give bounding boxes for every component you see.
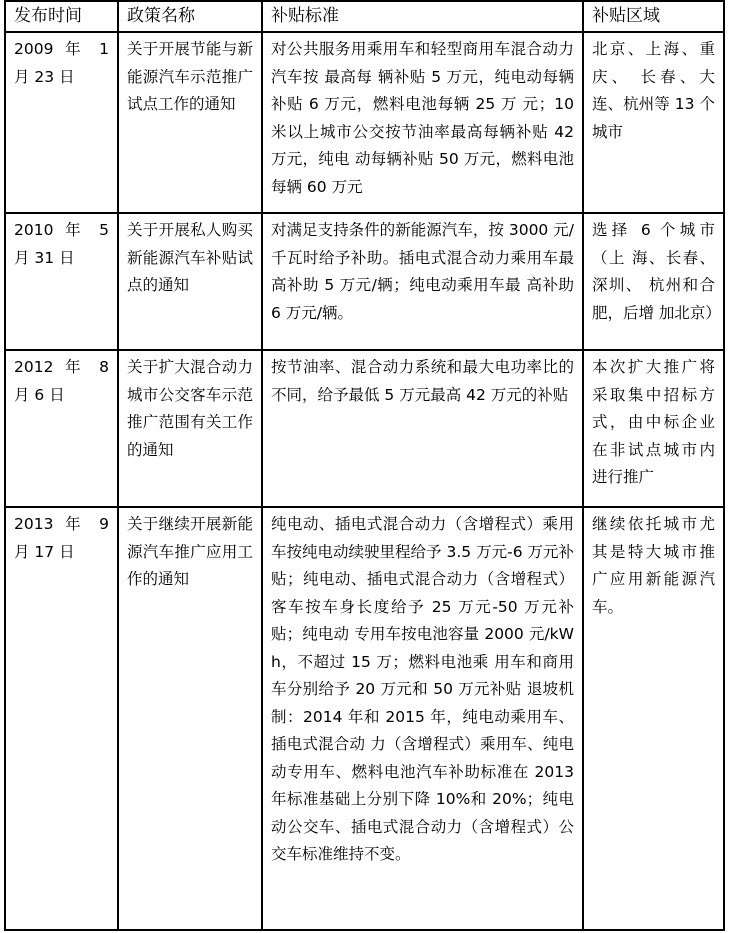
header-date: 发布时间 — [4, 0, 117, 31]
table-row — [4, 506, 725, 931]
cell-policy: 关于扩大混合动力 城市公交客车示范推广范围有关工作的通知 — [117, 349, 261, 506]
cell-policy: 关于开展私人购买新能源汽车补贴试点的通知 — [117, 212, 261, 349]
cell-region: 本次扩大推广将 采取集中招标方式，由中标企业在非试点城市内进行推广 — [582, 349, 725, 506]
cell-region: 继续依托城市尤 其是特大城市推 广应用新能源汽车。 — [582, 506, 725, 931]
cell-standard: 纯电动、插电式混合动力（含增程式）乘用车按纯电动续驶里程给予 3.5 万元-6 万元补贴；纯电动、插电式混合动力（含增程式）客车按车身长度给予 25 万元-50 万元补贴；纯电动 专用车按电池容量 2000 元/kWh，不超过 15 万；燃料电池乘 用车和商用车分别给予 20 万元和 50 万元补贴 退坡机制：2014 年和 2015 年，纯电动乘用车、插电式混合动 力（含增程式）乘用车、纯电动专用车、燃料电池汽车补助标准在 2013 年标准基础上分别下降 10%和 20%；纯电动公交车、插电式混合动力（含增程式）公交车标准维持不变。 — [261, 506, 582, 931]
cell-date: 2013 年 9 月 17 日 — [4, 506, 117, 931]
cell-standard: 按节油率、混合动力系统和最大电功率比的不同，给予最低 5 万元最高 42 万元的补贴 — [261, 349, 582, 506]
cell-region: 北京、上海、重庆、 长春、大连、杭州等 13 个城市 — [582, 31, 725, 212]
table-row — [4, 349, 725, 506]
header-policy: 政策名称 — [117, 0, 261, 31]
table-row — [4, 212, 725, 349]
cell-standard: 对满足支持条件的新能源汽车，按 3000 元/千瓦时给予补助。插电式混合动力乘用车最高补助 5 万元/辆；纯电动乘用车最 高补助 6 万元/辆。 — [261, 212, 582, 349]
header-region: 补贴区域 — [582, 0, 725, 31]
cell-date: 2010 年 5 月 31 日 — [4, 212, 117, 349]
cell-date: 2009 年 1 月 23 日 — [4, 31, 117, 212]
table-row — [4, 31, 725, 212]
cell-region: 选择 6 个城市（上 海、长春、深圳、 杭州和合肥，后增 加北京） — [582, 212, 725, 349]
header-standard: 补贴标准 — [261, 0, 582, 31]
table-header-row — [4, 0, 725, 31]
cell-date: 2012 年 8 月 6 日 — [4, 349, 117, 506]
cell-policy: 关于继续开展新能源汽车推广应用工作的通知 — [117, 506, 261, 931]
cell-policy: 关于开展节能与新能源汽车示范推广试点工作的通知 — [117, 31, 261, 212]
cell-standard: 对公共服务用乘用车和轻型商用车混合动力汽车按 最高每 辆补贴 5 万元，纯电动每辆补贴 6 万元，燃料电池每辆 25 万 元；10 米以上城市公交按节油率最高每辆补贴 42 万元，纯电 动每辆补贴 50 万元，燃料电池每辆 60 万元 — [261, 31, 582, 212]
policy-table — [4, 0, 725, 931]
